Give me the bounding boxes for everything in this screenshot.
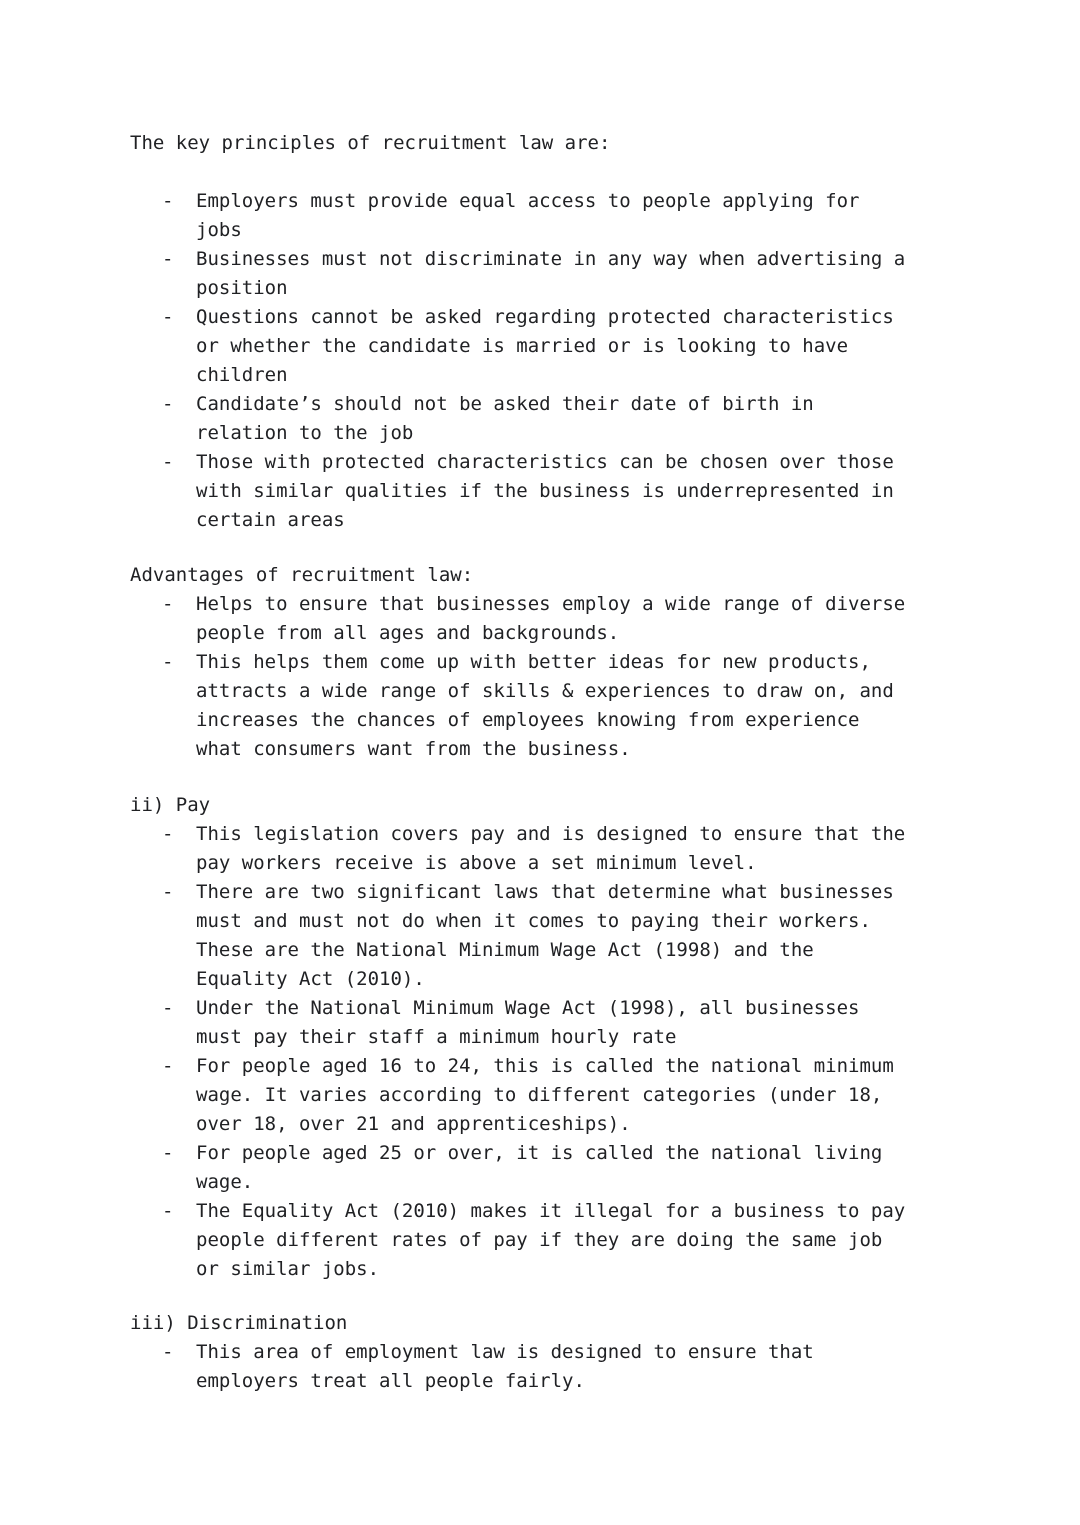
dash-bullet: - <box>162 190 174 212</box>
principles-heading: The key principles of recruitment law are: <box>130 132 611 154</box>
pay-list <box>162 820 952 1284</box>
dash-bullet: - <box>162 393 174 415</box>
list-item: - Employers must provide equal access to people applying for jobs <box>162 187 952 245</box>
list-item: - Helps to ensure that businesses employ a wide range of diverse people from all ages and backgrounds. <box>162 590 952 648</box>
list-item: - Questions cannot be asked regarding protected characteristics or whether the candidate is married or is looking to have children <box>162 303 952 390</box>
dash-bullet: - <box>162 1200 174 1222</box>
list-item: - For people aged 16 to 24, this is called the national minimum wage. It varies according to different categories (under 18, over 18, over 21 and apprenticeships). <box>162 1052 952 1139</box>
discrimination-list <box>162 1338 952 1396</box>
dash-bullet: - <box>162 997 174 1019</box>
dash-bullet: - <box>162 651 174 673</box>
list-item: - This area of employment law is designed to ensure that employers treat all people fairly. <box>162 1338 952 1396</box>
list-item: - For people aged 25 or over, it is called the national living wage. <box>162 1139 952 1197</box>
dash-bullet: - <box>162 451 174 473</box>
list-item: - The Equality Act (2010) makes it illegal for a business to pay people different rates of pay if they are doing the same job or similar jobs. <box>162 1197 952 1284</box>
dash-bullet: - <box>162 881 174 903</box>
dash-bullet: - <box>162 306 174 328</box>
list-item: - Candidate’s should not be asked their date of birth in relation to the job <box>162 390 952 448</box>
list-item: - There are two significant laws that determine what businesses must and must not do when it comes to paying their workers. These are the National Minimum Wage Act (1998) and the Equality Act (2010). <box>162 878 952 994</box>
dash-bullet: - <box>162 823 174 845</box>
list-item: - Under the National Minimum Wage Act (1998), all businesses must pay their staff a minimum hourly rate <box>162 994 952 1052</box>
list-item: - This legislation covers pay and is designed to ensure that the pay workers receive is above a set minimum level. <box>162 820 952 878</box>
dash-bullet: - <box>162 248 174 270</box>
list-item: - This helps them come up with better ideas for new products, attracts a wide range of skills & experiences to draw on, and increases the chances of employees knowing from experience what consumers want from the business. <box>162 648 952 764</box>
pay-heading: ii) Pay <box>130 794 211 816</box>
dash-bullet: - <box>162 1142 174 1164</box>
discrimination-heading: iii) Discrimination <box>130 1312 348 1334</box>
advantages-heading: Advantages of recruitment law: <box>130 564 474 586</box>
list-item: - Businesses must not discriminate in any way when advertising a position <box>162 245 952 303</box>
principles-list <box>162 187 952 535</box>
advantages-list <box>162 590 952 764</box>
list-item: - Those with protected characteristics can be chosen over those with similar qualities if the business is underrepresented in certain areas <box>162 448 952 535</box>
dash-bullet: - <box>162 593 174 615</box>
dash-bullet: - <box>162 1341 174 1363</box>
dash-bullet: - <box>162 1055 174 1077</box>
